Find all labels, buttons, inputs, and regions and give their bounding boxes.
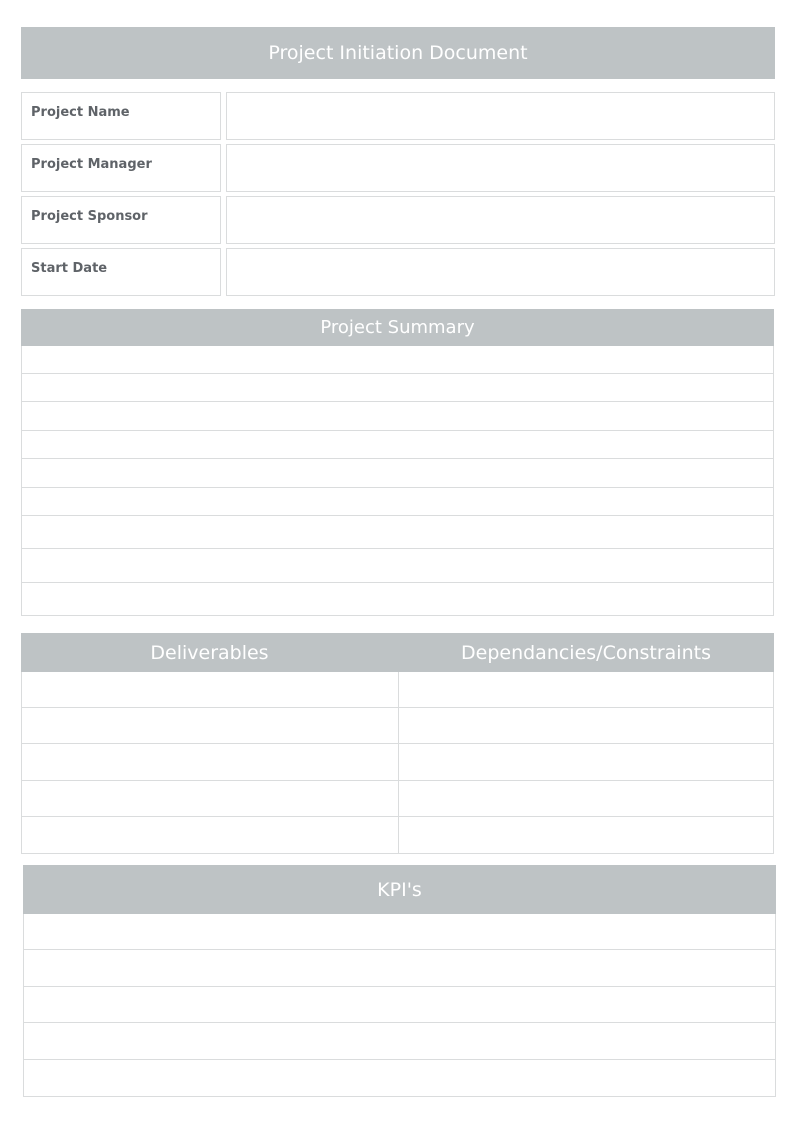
summary-lines[interactable] bbox=[21, 346, 774, 616]
project-name-label bbox=[21, 92, 221, 140]
summary-title: Project Summary bbox=[320, 317, 475, 338]
grid-rule bbox=[22, 816, 773, 817]
document-title-bar bbox=[21, 27, 775, 79]
summary-header bbox=[21, 309, 774, 346]
document-title: Project Initiation Document bbox=[268, 42, 528, 64]
summary-rule bbox=[22, 548, 773, 549]
deliverables-header bbox=[21, 633, 398, 672]
grid-rule bbox=[22, 707, 773, 708]
deliverables-dependencies-grid[interactable] bbox=[21, 672, 774, 854]
project-sponsor-field[interactable] bbox=[226, 196, 775, 244]
kpi-rule bbox=[24, 949, 775, 950]
column-divider bbox=[398, 672, 399, 853]
dependencies-title: Dependancies/Constraints bbox=[461, 641, 711, 664]
kpi-rule bbox=[24, 1059, 775, 1060]
kpis-lines[interactable] bbox=[23, 914, 776, 1097]
grid-rule bbox=[22, 743, 773, 744]
start-date-label bbox=[21, 248, 221, 296]
summary-rule bbox=[22, 582, 773, 583]
kpi-rule bbox=[24, 1022, 775, 1023]
kpis-header bbox=[23, 865, 776, 914]
summary-rule bbox=[22, 515, 773, 516]
project-manager-field[interactable] bbox=[226, 144, 775, 192]
grid-rule bbox=[22, 780, 773, 781]
summary-rule bbox=[22, 430, 773, 431]
project-sponsor-label bbox=[21, 196, 221, 244]
project-manager-label bbox=[21, 144, 221, 192]
kpis-title: KPI's bbox=[377, 878, 422, 901]
project-manager-label-text: Project Manager bbox=[31, 157, 152, 172]
kpi-rule bbox=[24, 986, 775, 987]
start-date-field[interactable] bbox=[226, 248, 775, 296]
summary-rule bbox=[22, 458, 773, 459]
summary-rule bbox=[22, 487, 773, 488]
summary-rule bbox=[22, 373, 773, 374]
project-name-label-text: Project Name bbox=[31, 105, 130, 120]
project-sponsor-label-text: Project Sponsor bbox=[31, 209, 148, 224]
dependencies-header bbox=[398, 633, 774, 672]
project-name-field[interactable] bbox=[226, 92, 775, 140]
summary-rule bbox=[22, 401, 773, 402]
start-date-label-text: Start Date bbox=[31, 261, 108, 276]
deliverables-title: Deliverables bbox=[150, 641, 269, 664]
